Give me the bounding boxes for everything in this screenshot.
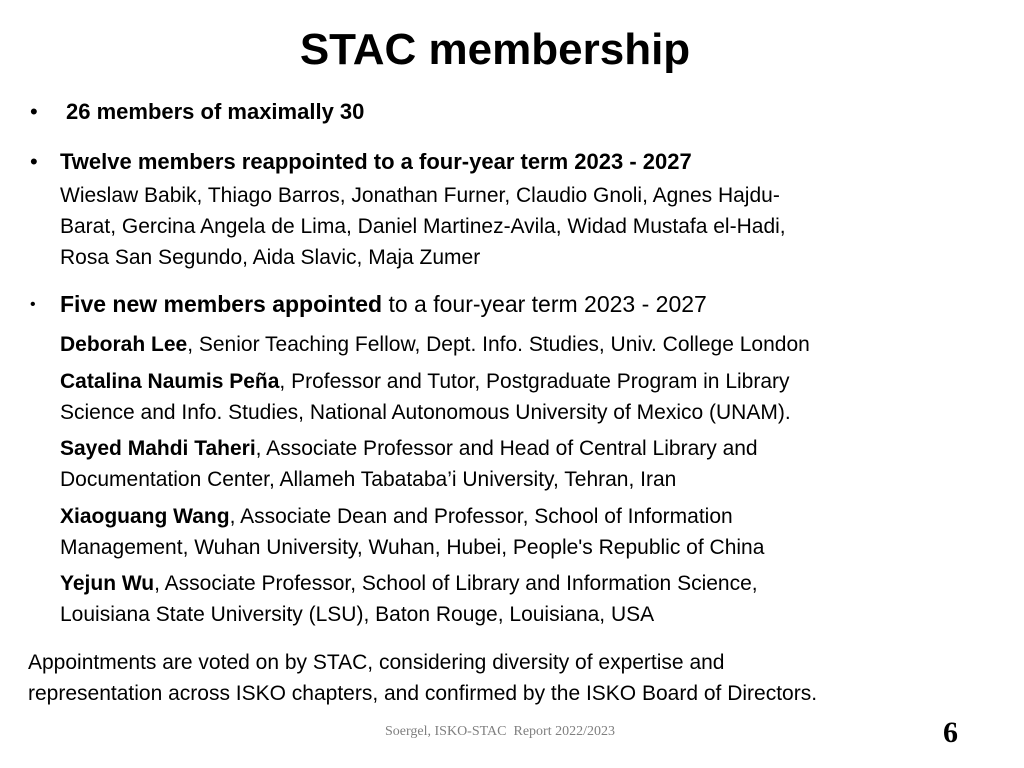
new-member-entry <box>60 366 980 428</box>
bullet-marker: • <box>30 99 38 124</box>
member-name: Sayed Mahdi Taheri <box>60 437 256 460</box>
closing-line: Appointments are voted on by STAC, considering diversity of expertise and <box>28 651 725 674</box>
member-affiliation: , Associate Professor, School of Library and Information Science, <box>154 572 758 595</box>
new-member-entry <box>60 501 980 563</box>
new-members-heading <box>60 289 980 320</box>
new-members-heading-rest: to a four-year term 2023 - 2027 <box>382 291 707 317</box>
slide-title: STAC membership <box>299 25 691 74</box>
member-affiliation: , Associate Dean and Professor, School of Information <box>229 505 733 528</box>
member-affiliation: , Senior Teaching Fellow, Dept. Info. Studies, Univ. College London <box>187 333 810 356</box>
member-affiliation: , Associate Professor and Head of Central Library and <box>255 437 758 460</box>
member-affiliation-cont: Management, Wuhan University, Wuhan, Hubei, People's Republic of China <box>60 536 765 559</box>
member-name: Deborah Lee <box>60 333 188 356</box>
slide-footer: Soergel, ISKO-STAC Report 2022/2023 <box>385 724 616 739</box>
new-member-entry <box>60 568 980 630</box>
new-member-entry <box>60 433 980 495</box>
names-line: Barat, Gercina Angela de Lima, Daniel Martinez-Avila, Widad Mustafa el-Hadi, <box>60 215 786 238</box>
member-affiliation: , Professor and Tutor, Postgraduate Program in Library <box>279 370 790 393</box>
reappointed-heading: Twelve members reappointed to a four-year term 2023 - 2027 <box>60 149 692 174</box>
closing-paragraph <box>28 647 988 709</box>
reappointed-names <box>60 180 960 273</box>
bullet-marker: • <box>30 149 38 174</box>
new-member-entry <box>60 329 980 360</box>
bullet-marker: • <box>30 296 36 313</box>
member-name: Xiaoguang Wang <box>60 505 230 528</box>
member-name: Catalina Naumis Peña <box>60 370 280 393</box>
closing-line: representation across ISKO chapters, and confirmed by the ISKO Board of Directors. <box>28 682 818 705</box>
member-name: Yejun Wu <box>60 572 155 595</box>
page-number: 6 <box>943 716 958 749</box>
member-affiliation-cont: Science and Info. Studies, National Autonomous University of Mexico (UNAM). <box>60 401 791 424</box>
member-affiliation-cont: Louisiana State University (LSU), Baton Rouge, Louisiana, USA <box>60 603 655 626</box>
bullet-member-count: 26 members of maximally 30 <box>66 99 365 124</box>
member-affiliation-cont: Documentation Center, Allameh Tabataba’i University, Tehran, Iran <box>60 468 677 491</box>
names-line: Rosa San Segundo, Aida Slavic, Maja Zumer <box>60 246 481 269</box>
new-members-heading-bold: Five new members appointed <box>60 291 383 317</box>
names-line: Wieslaw Babik, Thiago Barros, Jonathan Furner, Claudio Gnoli, Agnes Hajdu- <box>60 184 780 207</box>
